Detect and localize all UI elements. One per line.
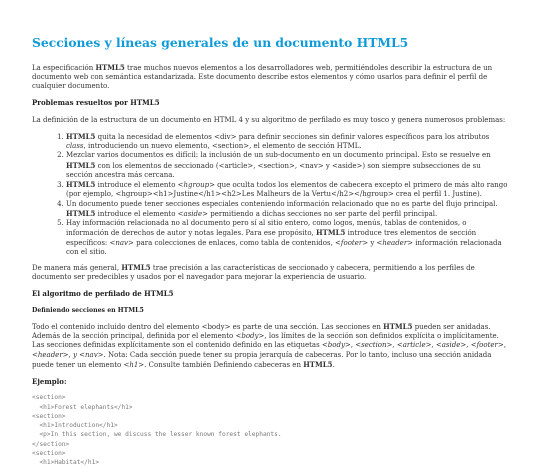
text-segment: que oculta todos los elementos de cabecera excepto el primero de más alto rango (por ejemplo, <hgroup><h1>Justine</h1><h2>Les Malheurs de la Vertu</h2></hgroup> crea el perfil 1. Justine). [66, 181, 508, 199]
text-segment: . Nota: Cada sección puede tener su propia jerarquía de cabeceras. Por lo tanto, incluso una sección anidada puede tener un elemento [32, 350, 492, 369]
text-segment: La especificación [32, 63, 96, 72]
text-segment: Hay información relacionada no al documento pero sí al sitio entero, como logos, menús, tablas de contenidos, o información de derechos de autor y notas legales. Para ese propósito, [66, 219, 467, 238]
bold-text: HTML5 [383, 321, 413, 331]
text-segment: información relacionada con el sitio. [66, 238, 502, 256]
heading-defining-sections: Definiendo secciones en HTML5 [32, 306, 144, 314]
text-segment: Mezclar varios documentos es difícil: la inclusión de un sub-documento en un documento principal. Esto se resuelve en [66, 151, 491, 160]
text-segment: Todo el contenido incluido dentro del elemento <body> es parte de una sección. Las secciones en [32, 322, 384, 331]
bold-text: HTML5 [121, 262, 151, 272]
intro-paragraph [32, 63, 508, 92]
heading-problems: Problemas resueltos por HTML5 [32, 98, 160, 108]
bold-text: HTML5 [66, 160, 96, 170]
text-segment: . Consulte también Definiendo cabeceras en [144, 360, 304, 369]
problems-intro: La definición de la estructura de un documento en HTML 4 y su algoritmo de perfilado es muy tosco y genera numerosos problemas: [32, 115, 506, 124]
italic-text: <aside> [177, 209, 209, 218]
text-segment: . [332, 360, 335, 369]
list-item [66, 151, 508, 180]
text-segment: Un documento puede tener secciones especiales conteniendo información relacionado que no es parte del flujo principal. [66, 199, 498, 208]
italic-text: <nav> [109, 238, 134, 247]
list-item [66, 132, 508, 151]
bold-text: HTML5 [303, 359, 333, 369]
summary-paragraph [32, 263, 508, 282]
list-item [66, 219, 508, 257]
bold-text: HTML5 [66, 180, 96, 190]
bold-text: HTML5 [66, 208, 96, 218]
text-segment: y [368, 238, 377, 247]
italic-text: class [66, 142, 84, 151]
defining-paragraph [32, 322, 508, 370]
list-item [66, 200, 508, 219]
heading-example: Ejemplo: [32, 377, 67, 387]
code-example: <section> <h1>Forest elephants</h1> <section> <h1>Introduction</h1> <p>In this section, we discuss the lesser known forest elephants. </section> <section> <h1>Habitat</h1> [32, 394, 282, 467]
list-item [66, 180, 508, 199]
text-segment: introduce tres elementos de sección específicos: [66, 229, 477, 247]
italic-text: <footer> [335, 238, 369, 247]
page-title: Secciones y líneas generales de un documento HTML5 [32, 35, 409, 50]
text-segment: con los elementos de seccionado (<article>, <section>, <nav> y <aside>) son siempre subsecciones de su sección ancestra más cercana. [66, 161, 481, 179]
italic-text: <h1> [123, 360, 145, 369]
text-segment: introduce el elemento [95, 181, 178, 190]
text-segment: para colecciones de enlaces, como tabla de contenidos, [133, 238, 336, 247]
text-segment: , los límites de la sección son definidos explícita o implícitamente. Las secciones definidas explícitamente son el contenido definido en las etiquetas [32, 332, 499, 350]
text-segment: quita la necesidad de elementos <div> para definir secciones sin definir valores específicos para los atributos [95, 132, 490, 141]
text-segment: De manera más general, [32, 263, 122, 272]
italic-text: <header> [376, 238, 414, 247]
text-segment: pueden ser anidadas. Además de la sección principal, definida por el elemento [32, 322, 491, 341]
italic-text: <body>, <section>, <article>, <aside>, <footer>, <header>, y <nav> [32, 341, 506, 359]
italic-text: <body> [235, 332, 265, 341]
problems-list [32, 132, 508, 257]
bold-text: HTML5 [95, 62, 125, 72]
heading-algorithm: El algoritmo de perfilado de HTML5 [32, 289, 174, 299]
bold-text: HTML5 [66, 131, 96, 141]
text-segment: trae precisión a las características de seccionado y cabecera, permitiendo a los perfiles de documento ser predecibles y usados por el navegador para mejorar la experiencia de usuario. [32, 263, 475, 282]
text-segment: , introduciendo un nuevo elemento, <section>, el elemento de sección HTML. [83, 142, 362, 151]
bold-text: HTML5 [316, 228, 346, 238]
text-segment: introduce el elemento [95, 209, 178, 218]
text-segment: permitiendo a dichas secciones no ser parte del perfil principal. [208, 209, 438, 218]
text-segment: trae muchos nuevos elementos a los desarrolladores web, permitiéndoles describir la estructura de un documento web con semántica estandarizada. Este documento describe estos elementos y cómo usarlos para definir el perfil de cualquier documento. [32, 63, 493, 91]
italic-text: <hgroup> [177, 181, 215, 190]
